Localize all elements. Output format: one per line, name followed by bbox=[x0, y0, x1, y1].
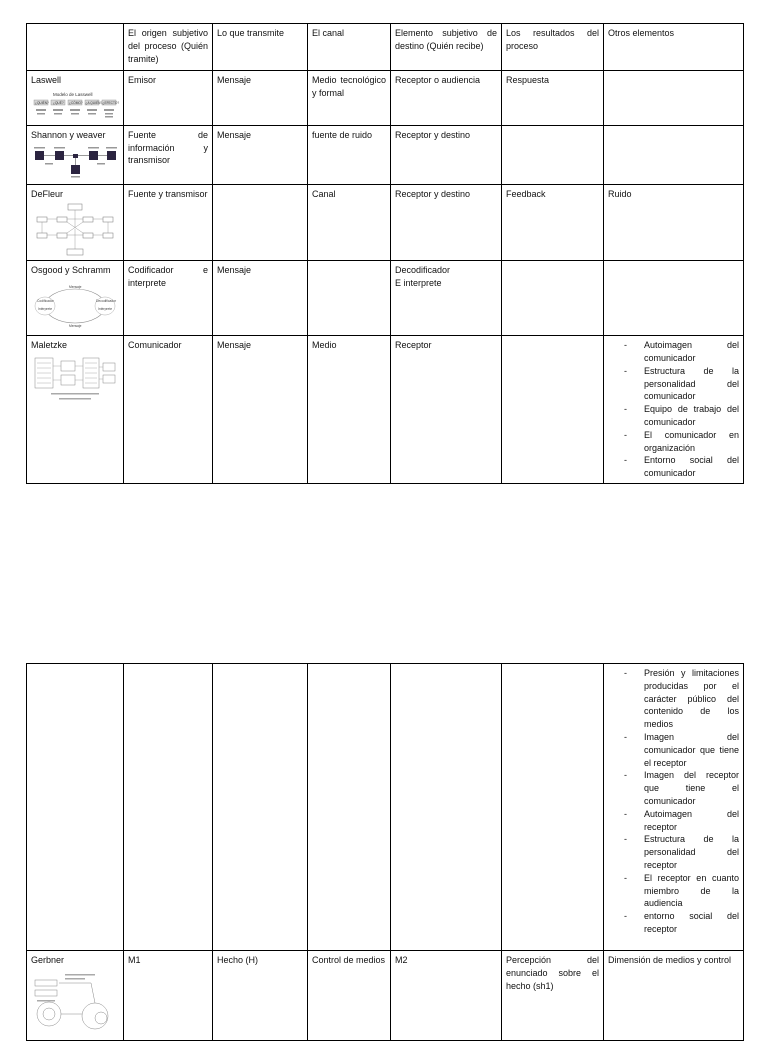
list-item: - Presión y limitaciones producidas por el carácter público del contenido de los medios bbox=[644, 667, 739, 731]
model-cell bbox=[27, 261, 124, 336]
model-cell bbox=[27, 951, 124, 1041]
maletzke-diagram-thumbnail bbox=[31, 355, 119, 403]
defleur-diagram-thumbnail bbox=[31, 203, 119, 257]
destination-cell: Decodificador E interprete bbox=[391, 261, 502, 336]
origin-cell: Codificador e interprete bbox=[124, 261, 213, 336]
thumb-label: Mensaje bbox=[69, 324, 82, 329]
other-cell bbox=[604, 125, 744, 184]
other-cell bbox=[604, 71, 744, 126]
model-name: Gerbner bbox=[31, 955, 65, 965]
transmits-cell: Mensaje bbox=[213, 125, 308, 184]
transmits-cell bbox=[213, 664, 308, 951]
thumb-label: ¿A QUIÉN? bbox=[85, 100, 103, 105]
table-row bbox=[27, 336, 744, 484]
channel-cell: Medio tecnológico y formal bbox=[308, 71, 391, 126]
destination-cell: Receptor bbox=[391, 336, 502, 484]
channel-cell: fuente de ruido bbox=[308, 125, 391, 184]
results-cell: Percepción del enunciado sobre el hecho (sh1) bbox=[502, 951, 604, 1041]
other-cell bbox=[604, 261, 744, 336]
list-item: - El receptor en cuanto miembro de la audiencia bbox=[644, 872, 739, 910]
header-channel: El canal bbox=[308, 24, 391, 71]
other-cell bbox=[604, 336, 744, 484]
destination-cell: M2 bbox=[391, 951, 502, 1041]
header-cell-blank bbox=[27, 24, 124, 71]
table-row bbox=[27, 951, 744, 1041]
thumb-label: Intérprete bbox=[38, 307, 53, 312]
model-cell bbox=[27, 664, 124, 951]
model-name: Shannon y weaver bbox=[31, 129, 106, 140]
osgood-schramm-diagram-thumbnail bbox=[31, 280, 119, 332]
list-item: - Entorno social del comunicador bbox=[644, 454, 739, 480]
list-item: - Imagen del receptor que tiene el comunicador bbox=[644, 769, 739, 807]
thumb-label: ¿QUIÉN? bbox=[35, 100, 49, 105]
header-other: Otros elementos bbox=[604, 24, 744, 71]
table-row bbox=[27, 125, 744, 184]
origin-cell: Fuente y transmisor bbox=[124, 184, 213, 261]
header-results: Los resultados del proceso bbox=[502, 24, 604, 71]
origin-cell: M1 bbox=[124, 951, 213, 1041]
thumb-label: ¿CÓMO? bbox=[69, 100, 83, 105]
thumb-label: Codificador bbox=[37, 299, 54, 304]
results-cell: Respuesta bbox=[502, 71, 604, 126]
channel-cell bbox=[308, 664, 391, 951]
table-row bbox=[27, 664, 744, 951]
results-cell bbox=[502, 336, 604, 484]
list-item: - Autoimagen del comunicador bbox=[644, 339, 739, 365]
results-cell bbox=[502, 125, 604, 184]
destination-cell: Receptor y destino bbox=[391, 184, 502, 261]
gerbner-diagram-thumbnail bbox=[31, 970, 119, 1030]
model-name: Laswell bbox=[31, 75, 62, 85]
thumb-label: Intérprete bbox=[98, 307, 113, 312]
other-elements-list bbox=[608, 667, 739, 936]
shannon-diagram-thumbnail bbox=[31, 145, 119, 181]
list-item: - entorno social del receptor bbox=[644, 910, 739, 936]
results-cell bbox=[502, 664, 604, 951]
model-cell bbox=[27, 184, 124, 261]
table-header-row bbox=[27, 24, 744, 71]
other-elements-list bbox=[608, 339, 739, 480]
thumb-label: Decodificador bbox=[96, 299, 117, 304]
transmits-cell: Mensaje bbox=[213, 336, 308, 484]
list-item: - Estructura de la personalidad del comunicador bbox=[644, 365, 739, 403]
results-cell bbox=[502, 261, 604, 336]
other-cell bbox=[604, 664, 744, 951]
list-item: - El comunicador en organización bbox=[644, 429, 739, 455]
list-item: - Estructura de la personalidad del receptor bbox=[644, 833, 739, 871]
channel-cell: Control de medios bbox=[308, 951, 391, 1041]
model-name: Maletzke bbox=[31, 340, 68, 351]
table-row bbox=[27, 71, 744, 126]
models-table bbox=[26, 23, 744, 484]
laswell-diagram-thumbnail bbox=[31, 90, 119, 122]
results-cell: Feedback bbox=[502, 184, 604, 261]
models-table-continued bbox=[26, 663, 744, 1041]
list-item: - Autoimagen del receptor bbox=[644, 808, 739, 834]
header-transmits: Lo que transmite bbox=[213, 24, 308, 71]
table-row bbox=[27, 184, 744, 261]
header-destination: Elemento subjetivo de destino (Quién recibe) bbox=[391, 24, 502, 71]
channel-cell: Medio bbox=[308, 336, 391, 484]
origin-cell: Emisor bbox=[124, 71, 213, 126]
model-cell bbox=[27, 71, 124, 126]
channel-cell: Canal bbox=[308, 184, 391, 261]
thumb-label: Mensaje bbox=[69, 285, 82, 290]
origin-cell: Comunicador bbox=[124, 336, 213, 484]
header-origin: El origen subjetivo del proceso (Quién tramite) bbox=[124, 24, 213, 71]
model-name: DeFleur bbox=[31, 188, 64, 199]
list-item: - Imagen del comunicador que tiene el receptor bbox=[644, 731, 739, 769]
other-cell: Ruido bbox=[604, 184, 744, 261]
channel-cell bbox=[308, 261, 391, 336]
transmits-cell: Hecho (H) bbox=[213, 951, 308, 1041]
model-cell bbox=[27, 125, 124, 184]
origin-cell: Fuente de información y transmisor bbox=[124, 125, 213, 184]
transmits-cell bbox=[213, 184, 308, 261]
table-row bbox=[27, 261, 744, 336]
transmits-cell: Mensaje bbox=[213, 261, 308, 336]
destination-cell bbox=[391, 664, 502, 951]
thumb-caption: Modelo de Lasswell bbox=[53, 91, 93, 97]
origin-cell bbox=[124, 664, 213, 951]
other-cell: Dimensión de medios y control bbox=[604, 951, 744, 1041]
list-item: - Equipo de trabajo del comunicador bbox=[644, 403, 739, 429]
thumb-label: ¿EFECTO? bbox=[102, 100, 119, 105]
model-name: Osgood y Schramm bbox=[31, 265, 111, 276]
transmits-cell: Mensaje bbox=[213, 71, 308, 126]
thumb-label: ¿QUÉ? bbox=[53, 100, 64, 105]
destination-cell: Receptor y destino bbox=[391, 125, 502, 184]
destination-cell: Receptor o audiencia bbox=[391, 71, 502, 126]
model-cell bbox=[27, 336, 124, 484]
